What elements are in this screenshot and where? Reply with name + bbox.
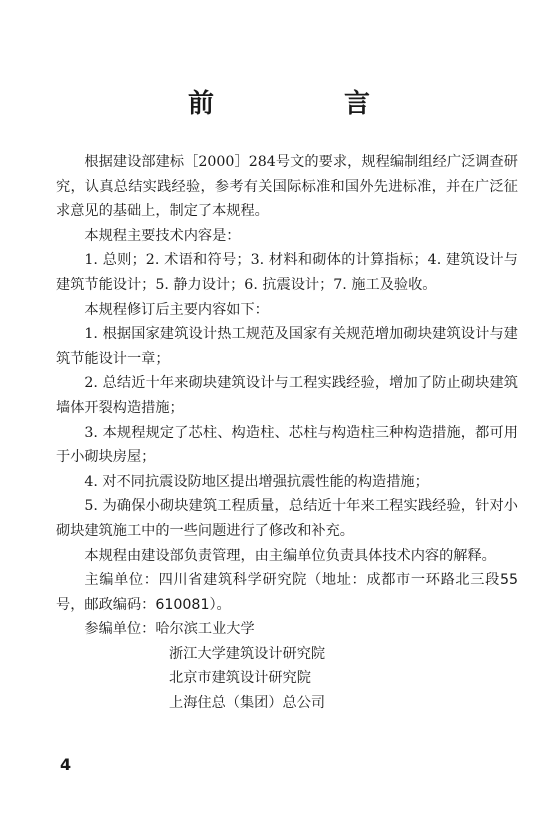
paragraph-intro: 根据建设部建标［2000］284号文的要求，规程编制组经广泛调查研究，认真总结实践经验，参考有关国际标准和国外先进标准，并在广泛征求意见的基础上，制定了本规程。 <box>56 154 518 220</box>
participant-unit: 北京市建筑设计研究院 <box>169 670 311 687</box>
paragraph-revision-item-2: 2. 总结近十年来砌块建筑设计与工程实践经验，增加了防止砌块建筑墙体开裂构造措施； <box>56 375 518 416</box>
participant-unit: 哈尔滨工业大学 <box>155 621 255 638</box>
paragraph-revision-item-4: 4. 对不同抗震设防地区提出增强抗震性能的构造措施； <box>84 473 429 490</box>
page-number: 4 <box>60 755 72 774</box>
paragraph-revision-item-1: 1. 根据国家建筑设计热工规范及国家有关规范增加砌块建筑设计与建筑节能设计一章； <box>56 326 518 367</box>
paragraph-management: 本规程由建设部负责管理，由主编单位负责具体技术内容的解释。 <box>84 547 496 564</box>
participating-units <box>56 617 518 715</box>
participant-unit: 上海住总（集团）总公司 <box>169 695 326 712</box>
paragraph-revision-item-5: 5. 为确保小砌块建筑工程质量，总结近十年来工程实践经验，针对小砌块建筑施工中的一些问题进行了修改和补充。 <box>56 498 518 539</box>
paragraph-chapter-list: 1. 总则；2. 术语和符号；3. 材料和砌体的计算指标；4. 建筑设计与建筑节能设计；5. 静力设计；6. 抗震设计；7. 施工及验收。 <box>56 252 518 293</box>
participant-line-1 <box>56 617 518 642</box>
body-text <box>56 150 518 716</box>
paragraph-revision-item-3: 3. 本规程规定了芯柱、构造柱、芯柱与构造柱三种构造措施，都可用于小砌块房屋； <box>56 424 518 466</box>
page-title: 前 言 <box>187 89 422 119</box>
paragraph-revision-heading: 本规程修订后主要内容如下： <box>84 301 269 318</box>
paragraph-main-content-heading: 本规程主要技术内容是： <box>84 227 241 244</box>
participants-label: 参编单位： <box>84 621 156 638</box>
participant-unit: 浙江大学建筑设计研究院 <box>169 645 326 662</box>
paragraph-chief-editor: 主编单位：四川省建筑科学研究院（地址：成都市一环路北三段55号，邮政编码：610081）。 <box>56 572 518 613</box>
